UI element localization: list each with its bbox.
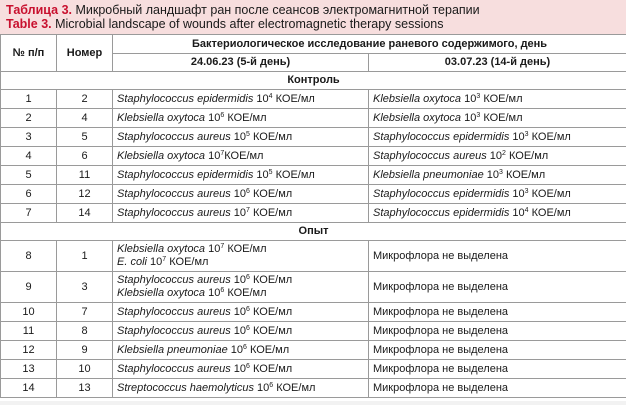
cell-line: Klebsiella pneumoniae $10^3$ КОЕ/мл xyxy=(373,168,546,181)
unit: КОЕ/мл xyxy=(480,111,523,124)
bottom-band xyxy=(0,401,626,405)
cell-line xyxy=(373,382,622,395)
cell-line: Staphylococcus epidermidis $10^4$ КОЕ/мл xyxy=(117,92,315,105)
cell-line: E. coli $10^7$ КОЕ/мл xyxy=(117,256,209,268)
organism-name: Klebsiella oxytoca xyxy=(373,92,462,105)
cell-line: Staphylococcus epidermidis $10^5$ КОЕ/мл xyxy=(117,168,315,181)
cell-line xyxy=(373,250,622,263)
cell-number: 13 xyxy=(57,379,113,398)
caption-en-text: Microbial landscape of wounds after electromagnetic therapy sessions xyxy=(51,17,444,31)
table-row xyxy=(1,147,626,166)
microbial-table xyxy=(0,34,626,398)
cell-line xyxy=(373,306,622,319)
cell-line: Klebsiella pneumoniae $10^6$ КОЕ/мл xyxy=(117,343,290,356)
caption-ru-text: Микробный ландшафт ран после сеансов электромагнитной терапии xyxy=(72,3,480,17)
cell-no: 14 xyxy=(1,379,57,398)
cell-line: Staphylococcus epidermidis $10^3$ КОЕ/мл xyxy=(373,130,571,143)
exponent: 6 xyxy=(246,274,250,281)
caption-en-label: Table 3. xyxy=(6,17,52,31)
cell-day14 xyxy=(369,185,626,204)
table-row xyxy=(1,272,626,303)
cell-line: Klebsiella oxytoca $10^6$ КОЕ/мл xyxy=(117,111,267,124)
header-study: Бактериологическое исследование раневого содержимого, день xyxy=(113,35,626,54)
exponent: 4 xyxy=(524,206,529,214)
cell-day5 xyxy=(113,204,369,223)
cell-line: Klebsiella oxytoca $10^3$ КОЕ/мл xyxy=(373,111,523,124)
cell-line: Staphylococcus aureus $10^2$ КОЕ/мл xyxy=(373,149,549,162)
exponent: 7 xyxy=(220,243,225,250)
cell-line: Staphylococcus epidermidis $10^3$ КОЕ/мл xyxy=(373,187,571,200)
cell-plain-text: Микрофлора не выделена xyxy=(373,249,509,262)
cell-no: 12 xyxy=(1,341,57,360)
unit: КОЕ/мл xyxy=(249,187,293,200)
organism-name: Staphylococcus epidermidis xyxy=(373,206,510,219)
caption-ru-label: Таблица 3. xyxy=(6,3,72,17)
cell-line: Staphylococcus aureus $10^6$ КОЕ/мл xyxy=(117,324,293,337)
table-row xyxy=(1,166,626,185)
table-body xyxy=(1,72,626,398)
cell-number: 8 xyxy=(57,322,113,341)
exponent: 6 xyxy=(242,343,247,351)
exponent: 3 xyxy=(524,130,529,138)
exponent: 5 xyxy=(268,168,273,176)
unit: КОЕ/мл xyxy=(502,168,546,181)
organism-name: Staphylococcus aureus xyxy=(117,305,231,318)
section-row xyxy=(1,223,626,241)
cell-line: Klebsiella oxytoca $10^6$ КОЕ/мл xyxy=(117,287,267,299)
cell-day5 xyxy=(113,341,369,360)
cell-no: 10 xyxy=(1,303,57,322)
exponent: 6 xyxy=(246,362,250,370)
cell-number: 5 xyxy=(57,128,113,147)
cell-day14 xyxy=(369,109,626,128)
header-date2: 03.07.23 (14-й день) xyxy=(369,54,626,72)
table-row xyxy=(1,204,626,223)
exponent: 3 xyxy=(476,92,481,100)
cell-day5 xyxy=(113,379,369,398)
cell-number: 10 xyxy=(57,360,113,379)
cell-number: 2 xyxy=(57,90,113,109)
section-title: Контроль xyxy=(1,72,626,90)
header-no: № п/п xyxy=(1,35,57,72)
unit: КОЕ/мл xyxy=(224,111,267,124)
unit: КОЕ/мл xyxy=(249,362,293,375)
exponent: 3 xyxy=(524,187,529,195)
exponent: 6 xyxy=(246,187,250,195)
cell-line xyxy=(373,281,622,294)
cell-day14 xyxy=(369,272,626,303)
cell-day5 xyxy=(113,303,369,322)
exponent: 2 xyxy=(502,149,506,157)
exponent: 6 xyxy=(246,324,250,332)
cell-plain-text: Микрофлора не выделена xyxy=(373,362,509,375)
organism-name: Staphylococcus epidermidis xyxy=(373,187,510,200)
organism-name: Staphylococcus aureus xyxy=(117,324,231,337)
cell-day5 xyxy=(113,128,369,147)
cell-day14 xyxy=(369,204,626,223)
unit: КОЕ/мл xyxy=(249,274,293,286)
cell-line xyxy=(373,325,622,338)
cell-day5 xyxy=(113,166,369,185)
organism-name: Klebsiella oxytoca xyxy=(117,243,206,255)
cell-plain-text: Микрофлора не выделена xyxy=(373,343,509,356)
table-row xyxy=(1,109,626,128)
cell-no: 11 xyxy=(1,322,57,341)
cell-no: 7 xyxy=(1,204,57,223)
unit: КОЕ/мл xyxy=(249,130,293,143)
table-row xyxy=(1,303,626,322)
cell-number: 14 xyxy=(57,204,113,223)
organism-name: Klebsiella oxytoca xyxy=(373,111,462,124)
cell-no: 13 xyxy=(1,360,57,379)
cell-number: 6 xyxy=(57,147,113,166)
cell-line: Staphylococcus aureus $10^7$ КОЕ/мл xyxy=(117,206,293,219)
cell-day5 xyxy=(113,272,369,303)
cell-line: Klebsiella oxytoca $10^7КОЕ/мл$ xyxy=(117,149,264,162)
cell-no: 9 xyxy=(1,272,57,303)
unit: КОЕ/мл xyxy=(480,92,523,105)
organism-name: Klebsiella oxytoca xyxy=(117,111,206,124)
table-row xyxy=(1,90,626,109)
header-number: Номер xyxy=(57,35,113,72)
organism-name: Klebsiella oxytoca xyxy=(117,149,206,162)
cell-line xyxy=(373,363,622,376)
section-title: Опыт xyxy=(1,223,626,241)
organism-name: Staphylococcus aureus xyxy=(117,206,231,219)
organism-name: Klebsiella pneumoniae xyxy=(117,343,228,356)
cell-day14 xyxy=(369,379,626,398)
exponent: 3 xyxy=(498,168,503,176)
unit: КОЕ/мл xyxy=(224,243,267,255)
unit: КОЕ/мл xyxy=(224,287,267,299)
unit: КОЕ/мл xyxy=(272,168,315,181)
cell-line: Staphylococcus aureus $10^6$ КОЕ/мл xyxy=(117,305,293,318)
table-caption xyxy=(0,0,626,34)
cell-line: Staphylococcus aureus $10^6$ КОЕ/мл xyxy=(117,362,293,375)
cell-plain-text: Микрофлора не выделена xyxy=(373,381,509,394)
exponent: 5 xyxy=(246,130,250,138)
cell-no: 8 xyxy=(1,241,57,272)
table-row xyxy=(1,360,626,379)
caption-ru xyxy=(6,3,620,17)
cell-number: 3 xyxy=(57,272,113,303)
cell-number: 12 xyxy=(57,185,113,204)
unit: КОЕ/мл xyxy=(246,343,290,356)
organism-name: Staphylococcus aureus xyxy=(117,130,231,143)
cell-line: Klebsiella oxytoca $10^7$ КОЕ/мл xyxy=(117,243,267,255)
cell-no: 1 xyxy=(1,90,57,109)
exponent: 7 xyxy=(246,206,250,214)
unit: КОЕ/мл xyxy=(528,206,571,219)
table-row xyxy=(1,241,626,272)
organism-name: Staphylococcus epidermidis xyxy=(373,130,510,143)
cell-no: 6 xyxy=(1,185,57,204)
cell-day5 xyxy=(113,241,369,272)
table-row xyxy=(1,322,626,341)
organism-name: Klebsiella oxytoca xyxy=(117,287,206,299)
cell-day14 xyxy=(369,303,626,322)
caption-en xyxy=(6,17,620,31)
cell-number: 11 xyxy=(57,166,113,185)
cell-line: Klebsiella oxytoca $10^3$ КОЕ/мл xyxy=(373,92,523,105)
cell-day5 xyxy=(113,360,369,379)
cell-line xyxy=(373,344,622,357)
cell-day14 xyxy=(369,341,626,360)
exponent: 3 xyxy=(476,111,481,119)
organism-name: Staphylococcus aureus xyxy=(117,187,231,200)
cell-day14 xyxy=(369,90,626,109)
exponent: 7 xyxy=(220,149,225,157)
unit: КОЕ/мл xyxy=(528,187,571,200)
cell-number: 7 xyxy=(57,303,113,322)
organism-name: Klebsiella pneumoniae xyxy=(373,168,484,181)
exponent: 6 xyxy=(269,381,274,389)
cell-number: 9 xyxy=(57,341,113,360)
cell-plain-text: Микрофлора не выделена xyxy=(373,280,509,293)
exponent: 6 xyxy=(246,305,250,313)
cell-number: 1 xyxy=(57,241,113,272)
table-row xyxy=(1,379,626,398)
cell-no: 4 xyxy=(1,147,57,166)
cell-no: 2 xyxy=(1,109,57,128)
cell-line: Staphylococcus epidermidis $10^4$ КОЕ/мл xyxy=(373,206,571,219)
unit: КОЕ/мл xyxy=(249,305,293,318)
cell-day5 xyxy=(113,147,369,166)
cell-day14 xyxy=(369,322,626,341)
cell-no: 5 xyxy=(1,166,57,185)
unit: КОЕ/мл xyxy=(273,381,316,394)
cell-day5 xyxy=(113,90,369,109)
header-date1: 24.06.23 (5-й день) xyxy=(113,54,369,72)
cell-line: Staphylococcus aureus $10^6$ КОЕ/мл xyxy=(117,187,293,200)
cell-day14 xyxy=(369,241,626,272)
unit: КОЕ/мл xyxy=(166,256,209,268)
table-row xyxy=(1,185,626,204)
organism-name: Staphylococcus epidermidis xyxy=(117,92,254,105)
organism-name: Staphylococcus aureus xyxy=(117,362,231,375)
organism-name: Streptococcus haemolyticus xyxy=(117,381,254,394)
cell-day14 xyxy=(369,128,626,147)
cell-day5 xyxy=(113,109,369,128)
cell-day14 xyxy=(369,147,626,166)
unit: КОЕ/мл xyxy=(224,149,264,162)
exponent: 4 xyxy=(268,92,273,100)
unit: КОЕ/мл xyxy=(249,206,293,219)
exponent: 6 xyxy=(220,111,225,119)
cell-number: 4 xyxy=(57,109,113,128)
unit: КОЕ/мл xyxy=(249,324,293,337)
cell-no: 3 xyxy=(1,128,57,147)
section-row xyxy=(1,72,626,90)
organism-name: Staphylococcus aureus xyxy=(373,149,487,162)
cell-line: Streptococcus haemolyticus $10^6$ КОЕ/мл xyxy=(117,381,316,394)
cell-day5 xyxy=(113,322,369,341)
organism-name: Staphylococcus epidermidis xyxy=(117,168,254,181)
cell-line: Staphylococcus aureus $10^6$ КОЕ/мл xyxy=(117,274,293,286)
cell-day14 xyxy=(369,360,626,379)
cell-day5 xyxy=(113,185,369,204)
cell-plain-text: Микрофлора не выделена xyxy=(373,305,509,318)
exponent: 7 xyxy=(162,256,167,263)
unit: КОЕ/мл xyxy=(272,92,315,105)
unit: КОЕ/мл xyxy=(528,130,571,143)
table-row xyxy=(1,128,626,147)
unit: КОЕ/мл xyxy=(505,149,549,162)
exponent: 6 xyxy=(220,287,225,294)
cell-plain-text: Микрофлора не выделена xyxy=(373,324,509,337)
cell-day14 xyxy=(369,166,626,185)
table-row xyxy=(1,341,626,360)
organism-name: E. coli xyxy=(117,256,147,268)
cell-line: Staphylococcus aureus $10^5$ КОЕ/мл xyxy=(117,130,293,143)
organism-name: Staphylococcus aureus xyxy=(117,274,231,286)
